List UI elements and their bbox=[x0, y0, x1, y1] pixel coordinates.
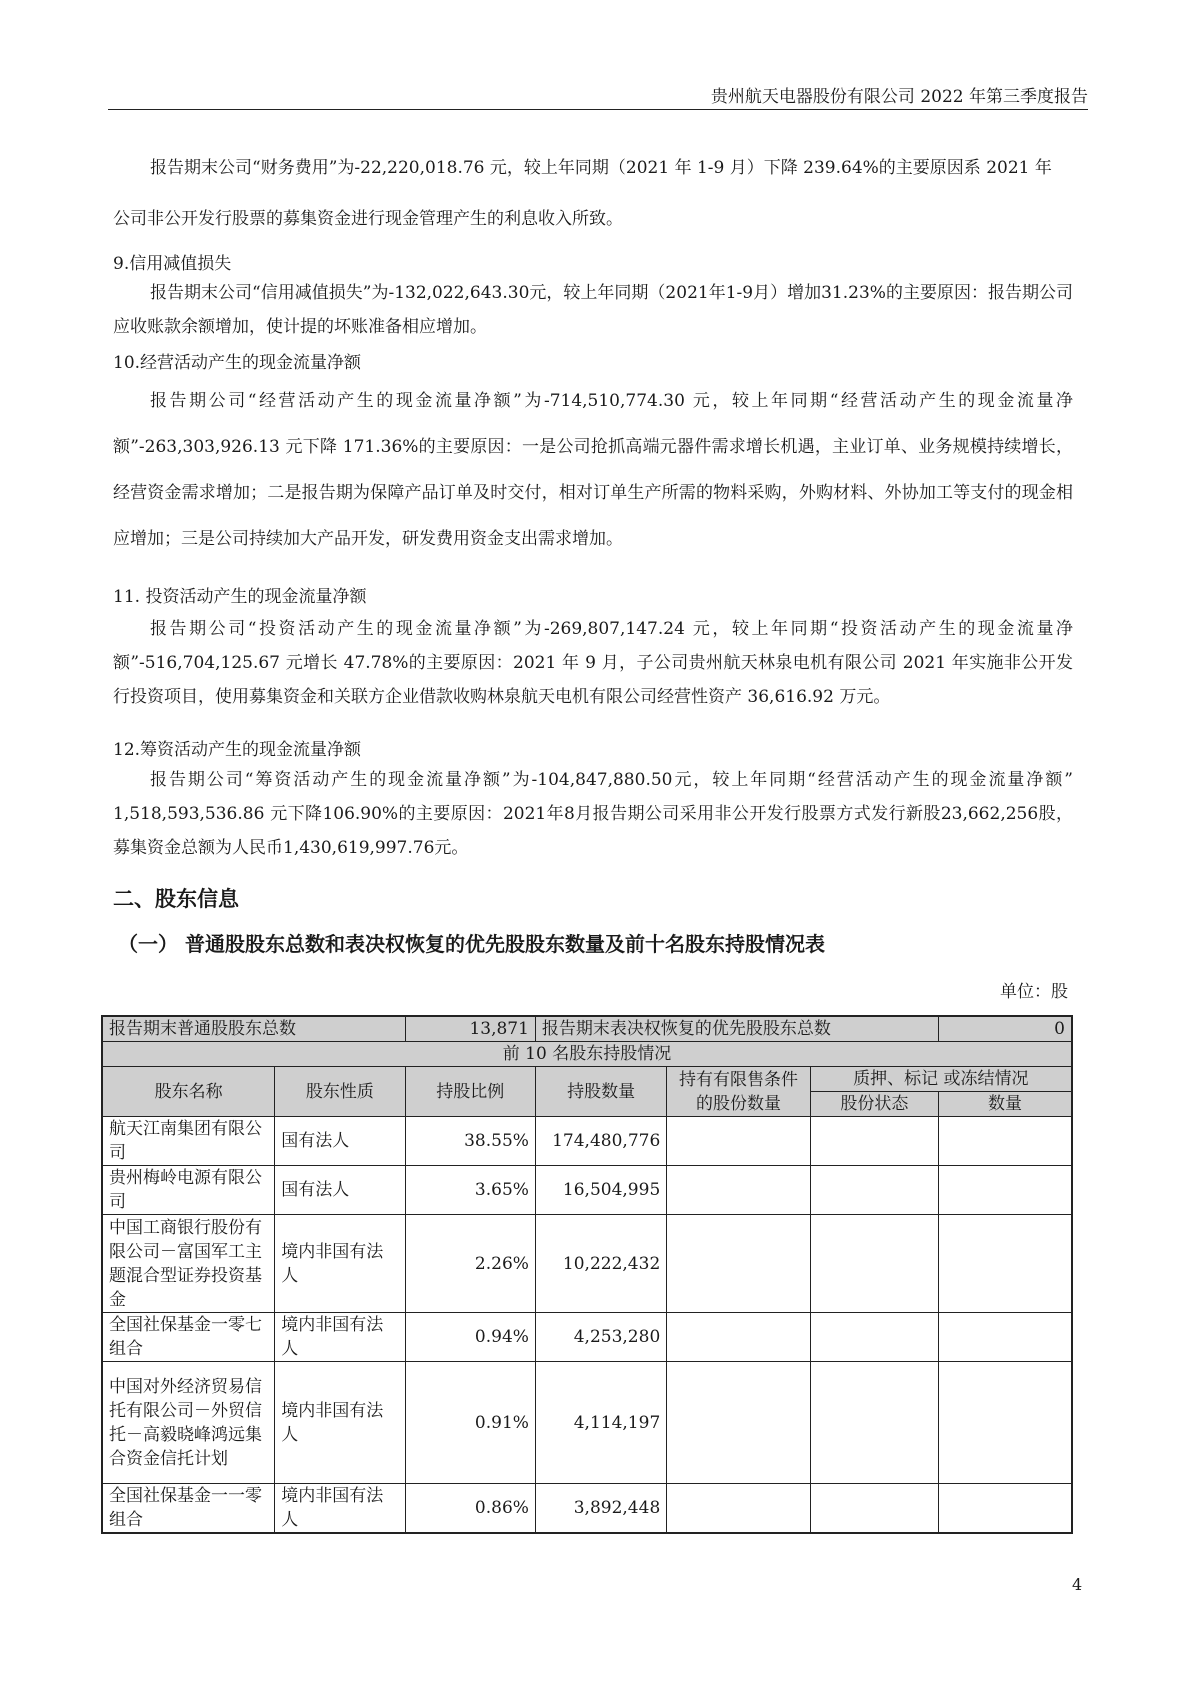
header-row-1 bbox=[102, 1067, 1072, 1092]
holder-restricted bbox=[667, 1215, 810, 1313]
holder-quantity: 10,222,432 bbox=[535, 1215, 666, 1313]
investing-cashflow-heading: 11. 投资活动产生的现金流量净额 bbox=[113, 587, 367, 607]
credit-impairment-text: 报告期末公司“信用减值损失”为-132,022,643.30元，较上年同期（2021年1-9月）增加31.23%的主要原因：报告期公司应收账款余额增加，使计提的坏账准备相应增加。 bbox=[113, 283, 1073, 337]
credit-impairment-heading: 9.信用减值损失 bbox=[113, 254, 232, 274]
holder-ratio: 0.86% bbox=[405, 1484, 535, 1534]
holder-pledge-quantity bbox=[939, 1362, 1072, 1484]
operating-cashflow-text: 报告期公司“经营活动产生的现金流量净额”为-714,510,774.30 元，较上年同期“经营活动产生的现金流量净额”-263,303,926.13 元下降 171.36%的主要原因：一是公司抢抓高端元器件需求增长机遇，主业订单、业务规模持续增长，经营资金需求增加；二是报告期为保障产品订单及时交付，相对订单生产所需的物料采购，外购材料、外协加工等支付的现金相应增加；三是公司持续加大产品开发，研发费用资金支出需求增加。 bbox=[113, 391, 1073, 549]
holder-pledge-quantity bbox=[939, 1484, 1072, 1534]
total-holders-value: 13,871 bbox=[405, 1016, 535, 1042]
unit-label: 单位：股 bbox=[1000, 982, 1068, 1002]
holder-pledge-status bbox=[810, 1117, 938, 1166]
summary-row bbox=[102, 1016, 1072, 1042]
holder-restricted bbox=[667, 1313, 810, 1362]
holder-pledge-quantity bbox=[939, 1215, 1072, 1313]
page-number: 4 bbox=[1072, 1575, 1083, 1594]
preferred-holders-value: 0 bbox=[939, 1016, 1072, 1042]
header-pledge-status: 股份状态 bbox=[810, 1092, 938, 1117]
operating-cashflow-heading: 10.经营活动产生的现金流量净额 bbox=[113, 353, 362, 373]
section-title: 二、股东信息 bbox=[113, 886, 239, 911]
header-pledge: 质押、标记 或冻结情况 bbox=[810, 1067, 1072, 1092]
holder-pledge-quantity bbox=[939, 1117, 1072, 1166]
shareholder-table bbox=[101, 1015, 1073, 1534]
holder-restricted bbox=[667, 1484, 810, 1534]
header-quantity: 持股数量 bbox=[535, 1067, 666, 1117]
header-nature: 股东性质 bbox=[275, 1067, 405, 1117]
holder-nature: 国有法人 bbox=[275, 1117, 405, 1166]
subsection-title: （一） 普通股股东总数和表决权恢复的优先股股东数量及前十名股东持股情况表 bbox=[118, 932, 825, 956]
holder-ratio: 0.91% bbox=[405, 1362, 535, 1484]
table-row bbox=[102, 1484, 1072, 1534]
table-row bbox=[102, 1362, 1072, 1484]
holder-restricted bbox=[667, 1362, 810, 1484]
holder-pledge-quantity bbox=[939, 1313, 1072, 1362]
holder-quantity: 3,892,448 bbox=[535, 1484, 666, 1534]
holder-quantity: 4,253,280 bbox=[535, 1313, 666, 1362]
holder-name: 贵州梅岭电源有限公司 bbox=[102, 1166, 275, 1215]
holder-name: 航天江南集团有限公司 bbox=[102, 1117, 275, 1166]
holder-ratio: 3.65% bbox=[405, 1166, 535, 1215]
holder-nature: 境内非国有法人 bbox=[275, 1362, 405, 1484]
holder-pledge-status bbox=[810, 1484, 938, 1534]
table-row bbox=[102, 1215, 1072, 1313]
holder-pledge-status bbox=[810, 1166, 938, 1215]
table-row bbox=[102, 1117, 1072, 1166]
preferred-holders-label: 报告期末表决权恢复的优先股股东总数 bbox=[535, 1016, 938, 1042]
credit-impairment-paragraph bbox=[113, 276, 1073, 344]
holder-ratio: 0.94% bbox=[405, 1313, 535, 1362]
finance-expense-paragraph bbox=[113, 143, 1073, 245]
top10-title-row bbox=[102, 1042, 1072, 1067]
holder-restricted bbox=[667, 1117, 810, 1166]
finance-expense-line1: 报告期末公司“财务费用”为-22,220,018.76 元，较上年同期（2021 年 1-9 月）下降 239.64%的主要原因系 2021 年 bbox=[150, 158, 1052, 178]
table-row bbox=[102, 1166, 1072, 1215]
holder-ratio: 38.55% bbox=[405, 1117, 535, 1166]
holder-pledge-quantity bbox=[939, 1166, 1072, 1215]
top10-title: 前 10 名股东持股情况 bbox=[102, 1042, 1072, 1067]
holder-nature: 国有法人 bbox=[275, 1166, 405, 1215]
total-holders-label: 报告期末普通股股东总数 bbox=[102, 1016, 405, 1042]
holder-pledge-status bbox=[810, 1362, 938, 1484]
holder-restricted bbox=[667, 1166, 810, 1215]
investing-cashflow-text: 报告期公司“投资活动产生的现金流量净额”为-269,807,147.24 元，较上年同期“投资活动产生的现金流量净额”-516,704,125.67 元增长 47.78%的主要原因：2021 年 9 月，子公司贵州航天林泉电机有限公司 2021 年实施非公开发行投资项目，使用募集资金和关联方企业借款收购林泉航天电机有限公司经营性资产 36,616.92 万元。 bbox=[113, 619, 1073, 707]
header-pledge-quantity: 数量 bbox=[939, 1092, 1072, 1117]
holder-pledge-status bbox=[810, 1215, 938, 1313]
holder-name: 中国对外经济贸易信托有限公司－外贸信托－高毅晓峰鸿远集合资金信托计划 bbox=[102, 1362, 275, 1484]
holder-ratio: 2.26% bbox=[405, 1215, 535, 1313]
operating-cashflow-paragraph bbox=[113, 378, 1073, 562]
table-row bbox=[102, 1313, 1072, 1362]
header-ratio: 持股比例 bbox=[405, 1067, 535, 1117]
holder-nature: 境内非国有法人 bbox=[275, 1215, 405, 1313]
holder-name: 全国社保基金一一零组合 bbox=[102, 1484, 275, 1534]
financing-cashflow-paragraph bbox=[113, 763, 1073, 865]
holder-pledge-status bbox=[810, 1313, 938, 1362]
financing-cashflow-text: 报告期公司“筹资活动产生的现金流量净额”为-104,847,880.50元，较上年同期“经营活动产生的现金流量净额” 1,518,593,536.86 元下降106.90%的主要原因：2021年8月报告期公司采用非公开发行股票方式发行新股23,662,256股，募集资金总额为人民币1,430,619,997.76元。 bbox=[113, 770, 1073, 858]
financing-cashflow-heading: 12.筹资活动产生的现金流量净额 bbox=[113, 740, 362, 760]
header-restricted: 持有有限售条件的股份数量 bbox=[667, 1067, 810, 1117]
header-rule bbox=[108, 109, 1088, 110]
investing-cashflow-paragraph bbox=[113, 612, 1073, 714]
finance-expense-line2: 公司非公开发行股票的募集资金进行现金管理产生的利息收入所致。 bbox=[113, 209, 623, 229]
holder-name: 全国社保基金一零七组合 bbox=[102, 1313, 275, 1362]
holder-quantity: 4,114,197 bbox=[535, 1362, 666, 1484]
holder-name: 中国工商银行股份有限公司－富国军工主题混合型证券投资基金 bbox=[102, 1215, 275, 1313]
report-header: 贵州航天电器股份有限公司 2022 年第三季度报告 bbox=[710, 87, 1088, 107]
header-name: 股东名称 bbox=[102, 1067, 275, 1117]
holder-nature: 境内非国有法人 bbox=[275, 1313, 405, 1362]
holder-quantity: 174,480,776 bbox=[535, 1117, 666, 1166]
holder-quantity: 16,504,995 bbox=[535, 1166, 666, 1215]
holder-nature: 境内非国有法人 bbox=[275, 1484, 405, 1534]
